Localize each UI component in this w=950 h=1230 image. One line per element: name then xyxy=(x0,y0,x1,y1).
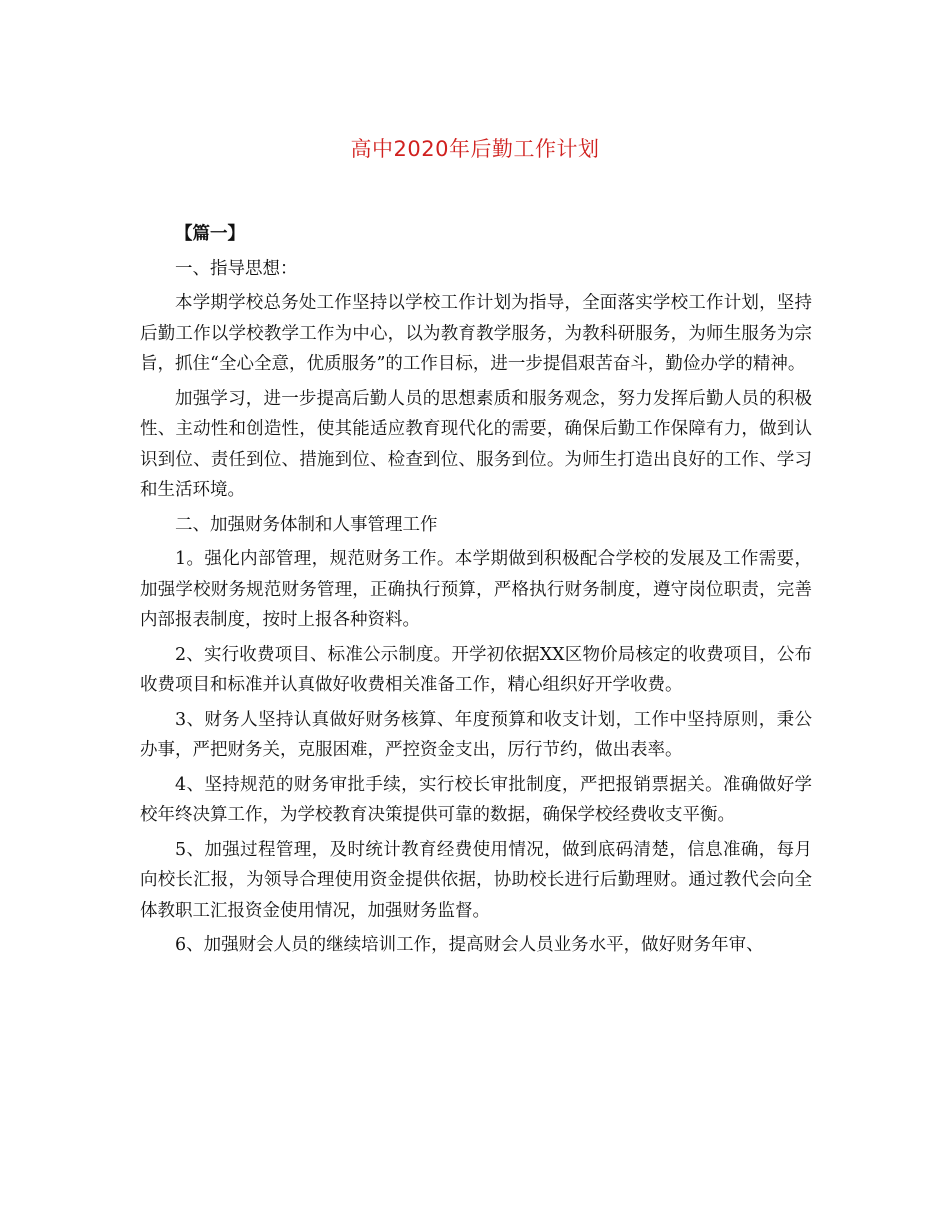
list-item: 5、加强过程管理，及时统计教育经费使用情况，做到底码清楚，信息准确，每月向校长汇报，为领导合理使用资金提供依据，协助校长进行后勤理财。通过教代会向全体教职工汇报资金使用情况，加强财务监督。 xyxy=(140,839,812,921)
paragraph: 加强学习，进一步提高后勤人员的思想素质和服务观念，努力发挥后勤人员的积极性、主动性和创造性，使其能适应教育现代化的需要，确保后勤工作保障有力，做到认识到位、责任到位、措施到位、检查到位、服务到位。为师生打造出良好的工作、学习和生活环境。 xyxy=(140,388,812,500)
heading-guiding-ideology: 一、指导思想： xyxy=(175,258,298,279)
document-body xyxy=(140,219,812,965)
list-item: 4、坚持规范的财务审批手续，实行校长审批制度，严把报销票据关。准确做好学校年终决算工作，为学校教育决策提供可靠的数据，确保学校经费收支平衡。 xyxy=(140,774,812,825)
heading-finance-personnel: 二、加强财务体制和人事管理工作 xyxy=(175,514,438,535)
list-item: 3、财务人坚持认真做好财务核算、年度预算和收支计划，工作中坚持原则，秉公办事，严把财务关，克服困难，严控资金支出，厉行节约，做出表率。 xyxy=(140,709,812,760)
document-title: 高中2020年后勤工作计划 xyxy=(350,137,600,161)
list-item: 1。强化内部管理，规范财务工作。本学期做到积极配合学校的发展及工作需要，加强学校财务规范财务管理，正确执行预算，严格执行财务制度，遵守岗位职责，完善内部报表制度，按时上报各种资料。 xyxy=(140,549,812,630)
list-item: 6、加强财会人员的继续培训工作，提高财会人员业务水平，做好财务年审、 xyxy=(175,935,764,955)
list-item: 2、实行收费项目、标准公示制度。开学初依据XX区物价局核定的收费项目，公布收费项目和标准并认真做好收费相关准备工作，精心组织好开学收费。 xyxy=(140,644,812,695)
section-marker: 【篇一】 xyxy=(175,224,245,244)
paragraph: 本学期学校总务处工作坚持以学校工作计划为指导，全面落实学校工作计划，坚持后勤工作以学校教学工作为中心，以为教育教学服务，为教科研服务，为师生服务为宗旨，抓住“全心全意，优质服务”的工作目标，进一步提倡艰苦奋斗，勤俭办学的精神。 xyxy=(140,293,812,374)
